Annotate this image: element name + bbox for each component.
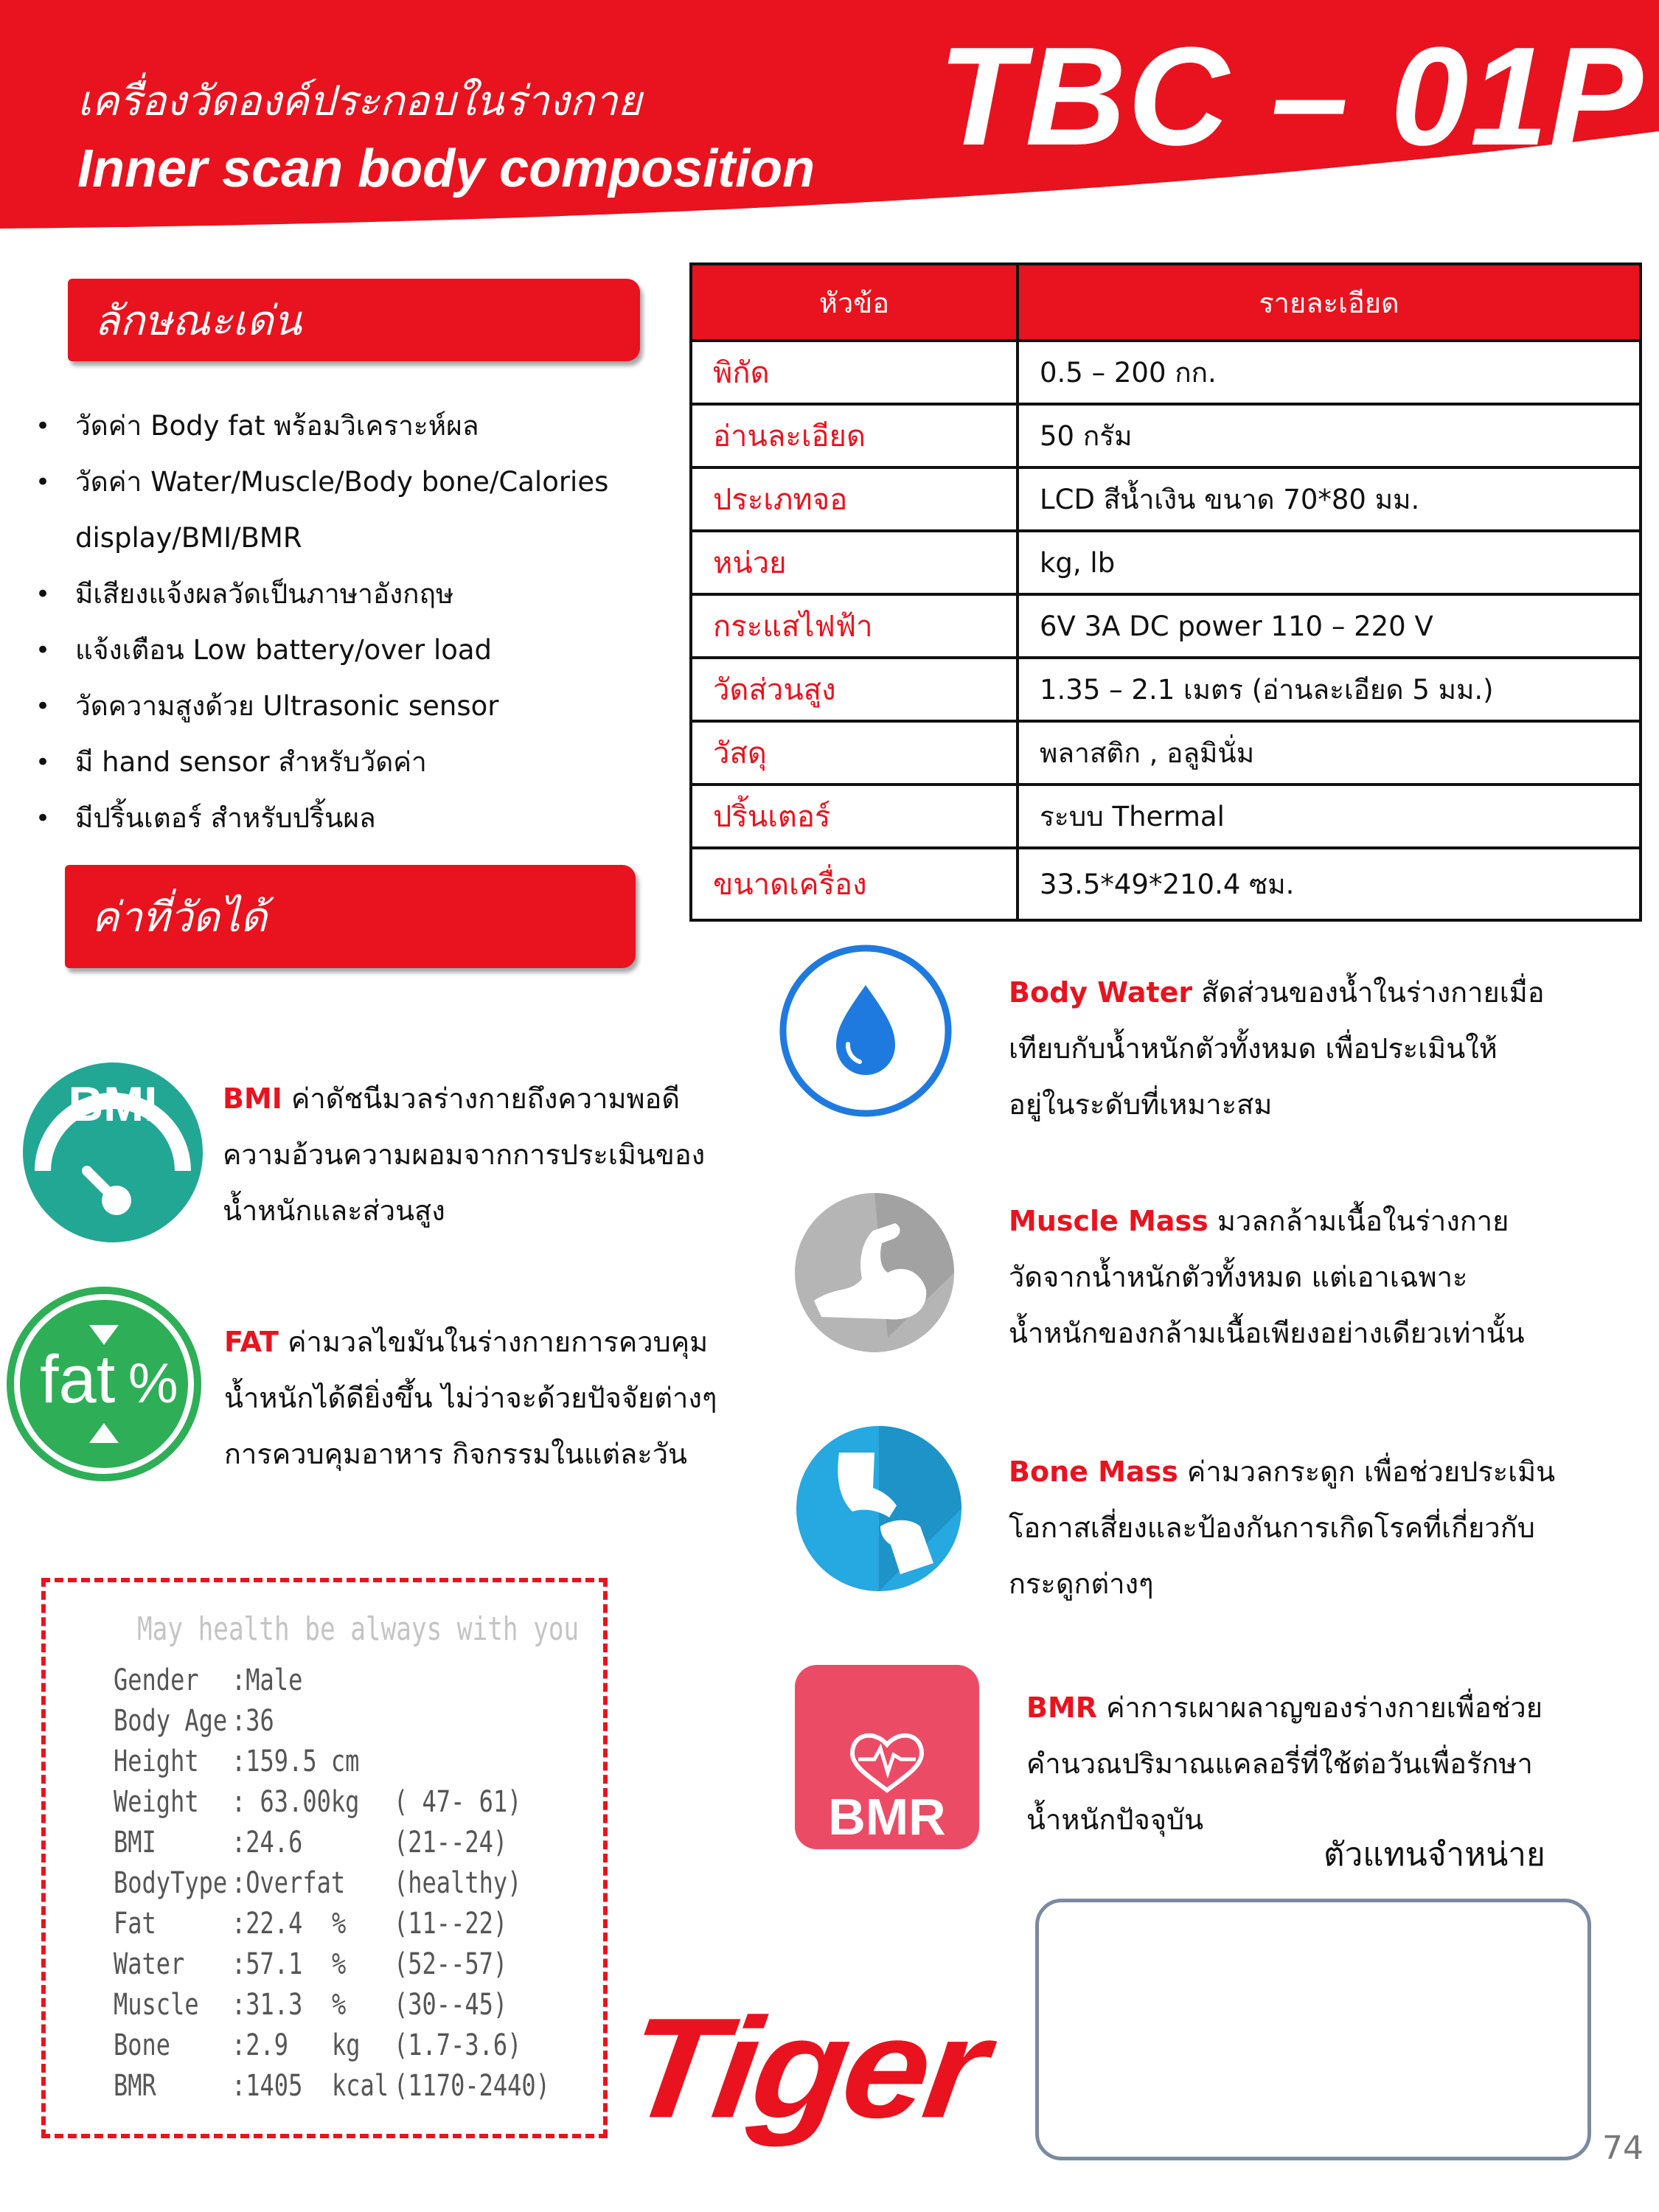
printout-value: :31.3: [232, 1988, 303, 2022]
spec-key: วัสดุ: [691, 721, 1018, 785]
model-number: TBC – 01P: [938, 18, 1644, 175]
muscle-line-2: วัดจากน้ำหนักตัวทั้งหมด แต่เอาเฉพาะ: [1009, 1261, 1468, 1293]
printout-label: Gender: [114, 1663, 199, 1697]
fat-line-3: การควบคุมอาหาร กิจกรรมในแต่ละวัน: [224, 1438, 688, 1470]
water-title: Body Water: [1009, 976, 1193, 1009]
muscle-line-3: น้ำหนักของกล้ามเนื้อเพียงอย่างเดียวเท่านั้น: [1009, 1317, 1525, 1349]
printout-value: :57.1: [232, 1947, 303, 1981]
bone-description: [1009, 1444, 1555, 1612]
list-item: • วัดค่า Body fat พร้อมวิเคราะห์ผล: [29, 398, 664, 454]
printout-value: :22.4: [232, 1907, 303, 1941]
table-row: [691, 531, 1641, 594]
bmr-heart-icon: [793, 1663, 981, 1851]
bone-line-2: โอกาสเสี่ยงและป้องกันการเกิดโรคที่เกี่ยวกับ: [1009, 1512, 1535, 1544]
tiger-logo: Tiger: [616, 1988, 993, 2148]
sample-printout: [41, 1578, 608, 2138]
table-row: [691, 785, 1641, 848]
printout-range: (30--45): [394, 1988, 508, 2022]
bmr-line-2: คำนวณปริมาณแคลอรี่ที่ใช้ต่อวันเพื่อรักษา: [1026, 1747, 1533, 1780]
spec-key: อ่านละเอียด: [691, 404, 1018, 467]
spec-value: 0.5 – 200 กก.: [1018, 341, 1641, 404]
page-number: 74: [1602, 2129, 1644, 2167]
bmi-line-2: ความอ้วนความผอมจากการประเมินของ: [223, 1138, 706, 1171]
title-english: Inner scan body composition: [77, 139, 815, 198]
muscle-arm-icon: [792, 1190, 957, 1355]
table-header-row: [691, 264, 1641, 341]
spec-value: พลาสติก , อลูมินั่ม: [1018, 721, 1641, 785]
printout-label: Muscle: [114, 1988, 199, 2022]
fat-title: FAT: [224, 1326, 279, 1358]
printout-label: Weight: [114, 1785, 199, 1819]
bmi-description: [223, 1071, 705, 1239]
table-row: [691, 721, 1641, 785]
water-drop-icon: [777, 942, 954, 1119]
water-line-3: อยู่ในระดับที่เหมาะสม: [1009, 1088, 1273, 1121]
list-item: • มีปริ้นเตอร์ สำหรับปริ้นผล: [29, 790, 664, 846]
spec-key: หน่วย: [691, 531, 1018, 594]
fat-description: [224, 1314, 717, 1482]
fat-line-1: ค่ามวลไขมันในร่างกายการควบคุม: [288, 1326, 709, 1358]
measures-heading: [65, 865, 636, 968]
printout-unit: %: [332, 1947, 347, 1981]
bmi-icon-label: BMI: [68, 1077, 158, 1131]
printout-value: :36: [232, 1704, 274, 1738]
printout-value: :1405: [232, 2069, 303, 2103]
bmi-title: BMI: [223, 1082, 282, 1115]
list-item: • วัดความสูงด้วย Ultrasonic sensor: [29, 678, 664, 734]
spec-value: 1.35 – 2.1 เมตร (อ่านละเอียด 5 มม.): [1018, 658, 1641, 721]
printout-value: :Overfat: [232, 1866, 346, 1900]
title-thai: เครื่องวัดองค์ประกอบในร่างกาย: [77, 77, 642, 125]
printout-value: :2.9: [232, 2028, 289, 2062]
printout-range: (11--22): [394, 1907, 508, 1941]
bone-joint-icon: [793, 1423, 964, 1594]
muscle-description: [1009, 1193, 1525, 1361]
printout-unit: %: [332, 1907, 347, 1941]
spec-key: ประเภทจอ: [691, 467, 1018, 531]
features-list: [29, 398, 664, 846]
bmr-icon-label: BMR: [828, 1788, 946, 1846]
bmi-line-1: ค่าดัชนีมวลร่างกายถึงความพอดี: [291, 1082, 681, 1115]
spec-key: กระแสไฟฟ้า: [691, 594, 1018, 658]
fat-percent-icon: [4, 1284, 204, 1484]
list-item: • แจ้งเตือน Low battery/over load: [29, 622, 664, 678]
printout-range: ( 47- 61): [394, 1785, 522, 1819]
table-header-detail: รายละเอียด: [1018, 264, 1641, 341]
spec-key: วัดส่วนสูง: [691, 658, 1018, 721]
spec-key: พิกัด: [691, 341, 1018, 404]
printout-label: Height: [114, 1745, 199, 1778]
fat-icon-label: fat: [40, 1342, 116, 1417]
printout-range: (healthy): [394, 1866, 522, 1900]
muscle-title: Muscle Mass: [1009, 1205, 1208, 1237]
printout-value: :Male: [232, 1663, 303, 1697]
water-description: [1009, 964, 1545, 1133]
fat-line-2: น้ำหนักได้ดียิ่งขึ้น ไม่ว่าจะด้วยปัจจัยต่างๆ: [224, 1382, 717, 1414]
printout-range: (1.7-3.6): [394, 2028, 522, 2062]
spec-table: [689, 262, 1642, 922]
bmr-line-1: ค่าการเผาผลาญของร่างกายเพื่อช่วย: [1106, 1691, 1543, 1724]
spec-value: ระบบ Thermal: [1018, 785, 1641, 848]
bmi-line-3: น้ำหนักและส่วนสูง: [223, 1194, 445, 1227]
table-header-topic: หัวข้อ: [691, 264, 1018, 341]
dealer-label: ตัวแทนจำหน่าย: [1324, 1836, 1545, 1874]
muscle-line-1: มวลกล้ามเนื้อในร่างกาย: [1217, 1205, 1509, 1237]
water-line-2: เทียบกับน้ำหนักตัวทั้งหมด เพื่อประเมินให้: [1009, 1032, 1498, 1065]
bone-line-3: กระดูกต่างๆ: [1009, 1568, 1154, 1600]
spec-key: ปริ้นเตอร์: [691, 785, 1018, 848]
spec-value: 33.5*49*210.4 ซม.: [1018, 848, 1641, 920]
printout-range: (1170-2440): [394, 2069, 550, 2103]
fat-icon-percent: %: [128, 1352, 178, 1415]
printout-label: Body Age: [114, 1704, 228, 1738]
printout-label: BMR: [114, 2069, 156, 2103]
table-row: [691, 467, 1641, 531]
spec-value: 6V 3A DC power 110 – 220 V: [1018, 594, 1641, 658]
list-item: • มีเสียงแจ้งผลวัดเป็นภาษาอังกฤษ: [29, 566, 664, 622]
spec-value: LCD สีน้ำเงิน ขนาด 70*80 มม.: [1018, 467, 1641, 531]
printout-unit: %: [332, 1988, 347, 2022]
spec-key: ขนาดเครื่อง: [691, 848, 1018, 920]
printout-value: :24.6: [232, 1826, 303, 1860]
printout-value: : 63.00kg: [232, 1785, 360, 1819]
table-row: [691, 658, 1641, 721]
printout-header: May health be always with you: [137, 1610, 580, 1648]
bone-title: Bone Mass: [1009, 1455, 1178, 1488]
printout-label: Water: [114, 1947, 185, 1981]
table-row: [691, 404, 1641, 467]
printout-value: :159.5 cm: [232, 1745, 360, 1778]
bmr-title: BMR: [1026, 1691, 1098, 1724]
list-item: • มี hand sensor สำหรับวัดค่า: [29, 734, 664, 790]
printout-label: Fat: [114, 1907, 156, 1941]
printout-unit: kg: [332, 2028, 361, 2062]
features-heading-text: ลักษณะเด่น: [94, 296, 302, 345]
printout-label: BodyType: [114, 1866, 228, 1900]
list-item: • วัดค่า Water/Muscle/Body bone/Calories display/BMI/BMR: [29, 454, 664, 566]
printout-label: BMI: [114, 1826, 156, 1860]
dealer-stamp-box: [1035, 1899, 1591, 2160]
spec-value: kg, lb: [1018, 531, 1641, 594]
spec-value: 50 กรัม: [1018, 404, 1641, 467]
bmr-line-3: น้ำหนักปัจจุบัน: [1026, 1804, 1204, 1836]
features-heading: [68, 279, 640, 361]
bmr-description: [1026, 1680, 1543, 1848]
printout-label: Bone: [114, 2028, 171, 2062]
bmi-gauge-icon: [21, 1060, 205, 1245]
printout-range: (21--24): [394, 1826, 508, 1860]
table-row: [691, 594, 1641, 658]
printout-range: (52--57): [394, 1947, 508, 1981]
table-row: [691, 848, 1641, 920]
measures-heading-text: ค่าที่วัดได้: [91, 893, 268, 942]
printout-unit: kcal: [332, 2069, 389, 2103]
water-line-1: สัดส่วนของน้ำในร่างกายเมื่อ: [1201, 976, 1545, 1009]
bone-line-1: ค่ามวลกระดูก เพื่อช่วยประเมิน: [1186, 1455, 1556, 1488]
header-banner: [0, 0, 1659, 236]
table-row: [691, 341, 1641, 404]
